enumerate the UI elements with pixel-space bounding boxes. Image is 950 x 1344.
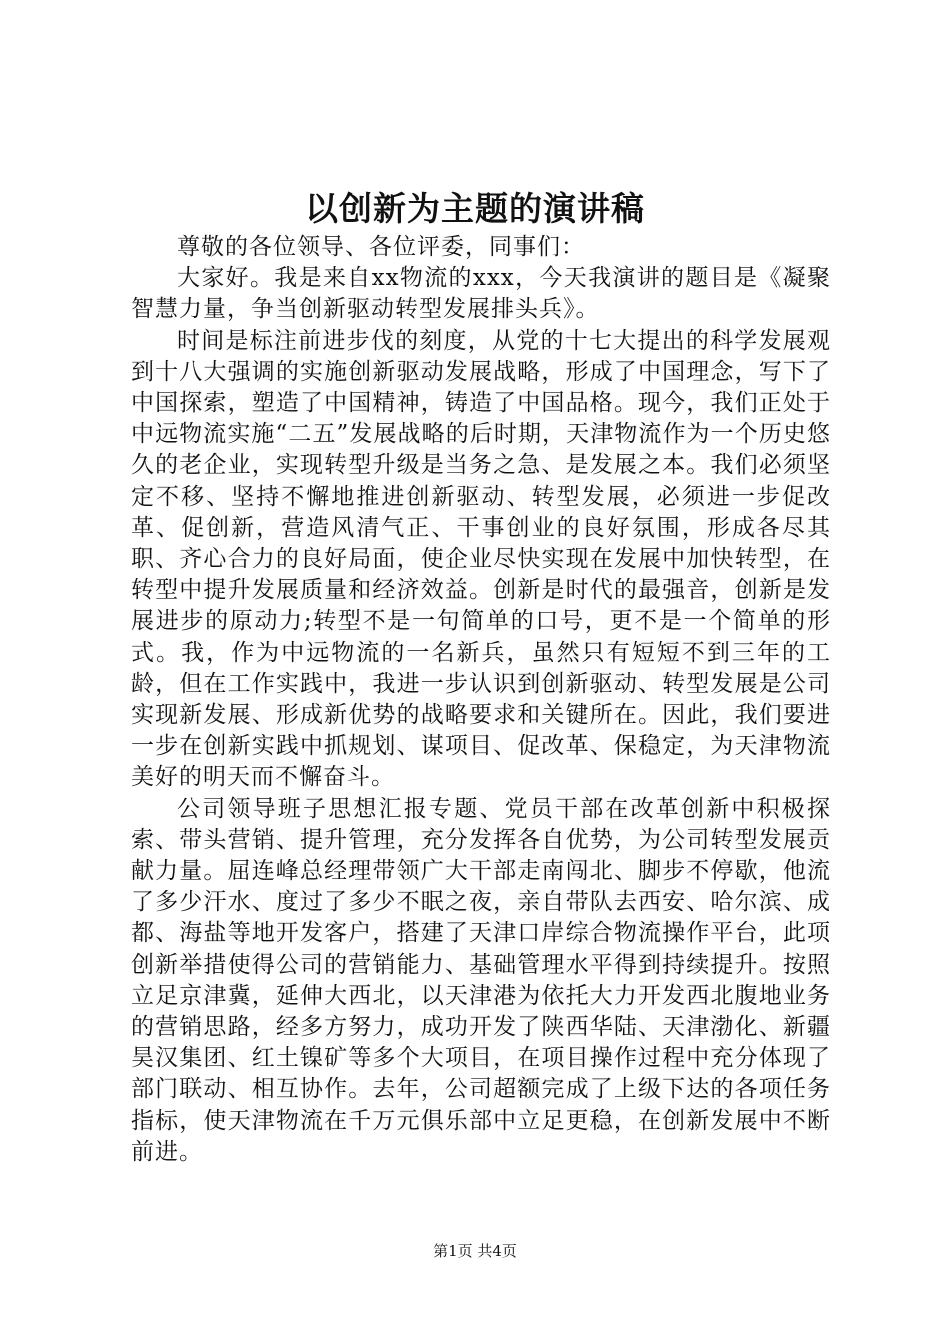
document-title: 以创新为主题的演讲稿 xyxy=(305,189,645,228)
paragraph-innovation-strategy: 时间是标注前进步伐的刻度，从党的十七大提出的科学发展观到十八大强调的实施创新驱动发展战略，形成了中国理念，写下了中国探索，塑造了中国精神，铸造了中国品格。现今，我们正处于中远物流实施“二五”发展战略的后时期，天津物流作为一个历史悠久的老企业，实现转型升级是当务之急、是发展之本。我们必须坚定不移、坚持不懈地推进创新驱动、转型发展，必须进一步促改革、促创新，营造风清气正、干事创业的良好氛围，形成各尽其职、齐心合力的良好局面，使企业尽快实现在发展中加快转型，在转型中提升发展质量和经济效益。创新是时代的最强音，创新是发展进步的原动力;转型不是一句简单的口号，更不是一个简单的形式。我，作为中远物流的一名新兵，虽然只有短短不到三年的工龄，但在工作实践中，我进一步认识到创新驱动、转型发展是公司实现新发展、形成新优势的战略要求和关键所在。因此，我们要进一步在创新实践中抓规划、谋项目、促改革、保稳定，为天津物流美好的明天而不懈奋斗。 xyxy=(131,327,831,791)
page-number-footer: 第1页 共4页 xyxy=(433,1242,517,1260)
paragraph-company-achievements: 公司领导班子思想汇报专题、党员干部在改革创新中积极探索、带头营销、提升管理，充分发挥各自优势，为公司转型发展贡献力量。屈连峰总经理带领广大干部走南闯北、脚步不停歇，他流了多少汗水、度过了多少不眠之夜，亲自带队去西安、哈尔滨、成都、海盐等地开发客户，搭建了天津口岸综合物流操作平台，此项创新举措使得公司的营销能力、基础管理水平得到持续提升。按照立足京津冀，延伸大西北，以天津港为依托大力开发西北腹地业务的营销思路，经多方努力，成功开发了陕西华陆、天津渤化、新疆昊汉集团、红土镍矿等多个大项目，在项目操作过程中充分体现了部门联动、相互协作。去年，公司超额完成了上级下达的各项任务指标，使天津物流在千万元俱乐部中立足更稳，在创新发展中不断前进。 xyxy=(131,795,831,1165)
paragraph-salutation: 尊敬的各位领导、各位评委，同事们： xyxy=(177,234,585,260)
paragraph-greeting: 大家好。我是来自xx物流的xxx，今天我演讲的题目是《凝聚智慧力量，争当创新驱动转型发展排头兵》。 xyxy=(131,265,831,323)
document-body xyxy=(131,232,831,1168)
